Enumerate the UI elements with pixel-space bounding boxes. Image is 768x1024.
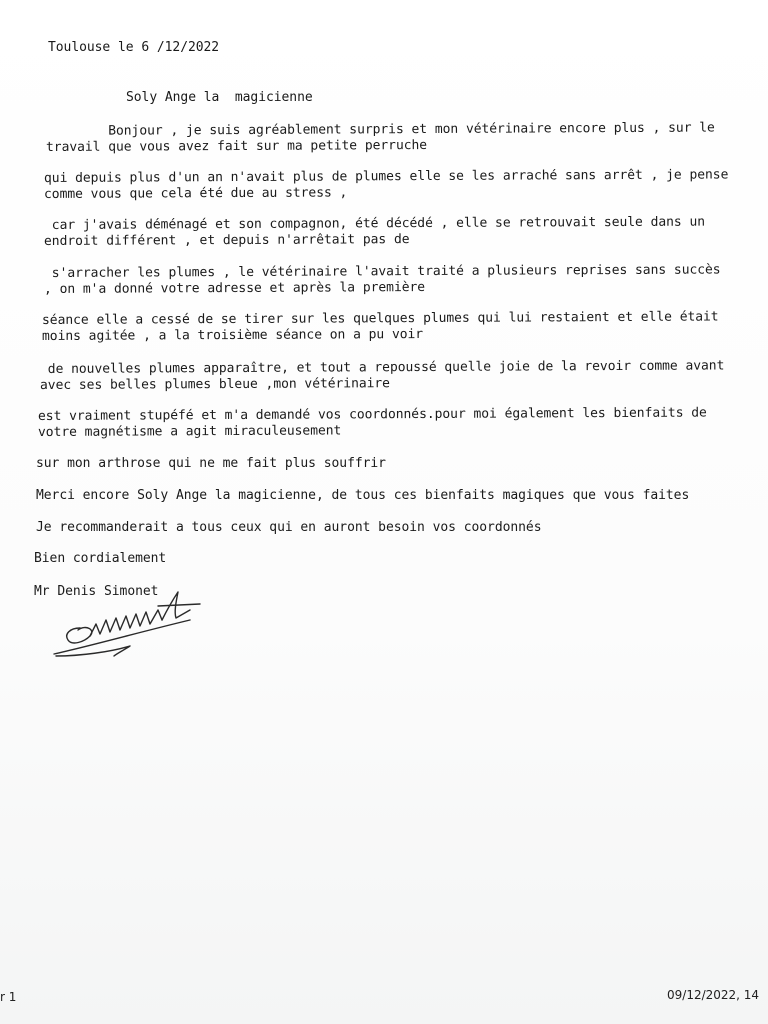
- recipient-line: Soly Ange la magicienne: [126, 90, 313, 105]
- paragraph-9-line-1: Merci encore Soly Ange la magicienne, de tous ces bienfaits magiques que vous faites: [36, 488, 690, 503]
- paragraph-4-line-2: , on m'a donné votre adresse et après la première: [43, 280, 426, 297]
- paragraph-4-line-1: s'arracher les plumes , le vétérinaire l'avait traité a plusieurs reprises sans succès: [43, 262, 721, 281]
- signatory-name: Mr Denis Simonet: [34, 584, 159, 599]
- handwritten-signature: [50, 584, 220, 664]
- paragraph-6-line-2: avec ses belles plumes bleue ,mon vétérinaire: [39, 376, 390, 393]
- paragraph-5-line-2: moins agitée , a la troisième séance on a pu voir: [41, 327, 424, 344]
- footer-page-marker: r 1: [0, 990, 17, 1004]
- paragraph-2-line-1: qui depuis plus d'un an n'avait plus de plumes elle se les arraché sans arrêt , je pense: [43, 167, 729, 186]
- paragraph-3-line-2: endroit différent , et depuis n'arrêtait pas de: [43, 232, 410, 249]
- paragraph-7-line-2: votre magnétisme a agit miraculeusement: [37, 423, 342, 440]
- place-date: Toulouse le 6 /12/2022: [48, 40, 220, 55]
- paragraph-8-line-1: sur mon arthrose qui ne me fait plus souffrir: [36, 456, 386, 471]
- paragraph-2-line-2: comme vous que cela été due au stress ,: [43, 185, 348, 202]
- paragraph-1-line-2: travail que vous avez fait sur ma petite perruche: [45, 138, 428, 155]
- paragraph-1-line-1: Bonjour , je suis agréablement surpris et mon vétérinaire encore plus , sur le: [45, 120, 715, 139]
- paragraph-5-line-1: séance elle a cessé de se tirer sur les quelques plumes qui lui restaient et elle était: [41, 309, 719, 328]
- paragraph-3-line-1: car j'avais déménagé et son compagnon, été décédé , elle se retrouvait seule dans un: [43, 214, 706, 233]
- footer-date-stamp: 09/12/2022, 14: [667, 988, 760, 1002]
- paragraph-10-line-1: Je recommanderait a tous ceux qui en auront besoin vos coordonnés: [36, 520, 542, 535]
- paragraph-6-line-1: de nouvelles plumes apparaître, et tout a repoussé quelle joie de la revoir comme avant: [39, 358, 725, 377]
- paragraph-7-line-1: est vraiment stupéfé et m'a demandé vos coordonnés.pour moi également les bienfaits de: [37, 405, 707, 424]
- closing-line: Bien cordialement: [34, 551, 167, 566]
